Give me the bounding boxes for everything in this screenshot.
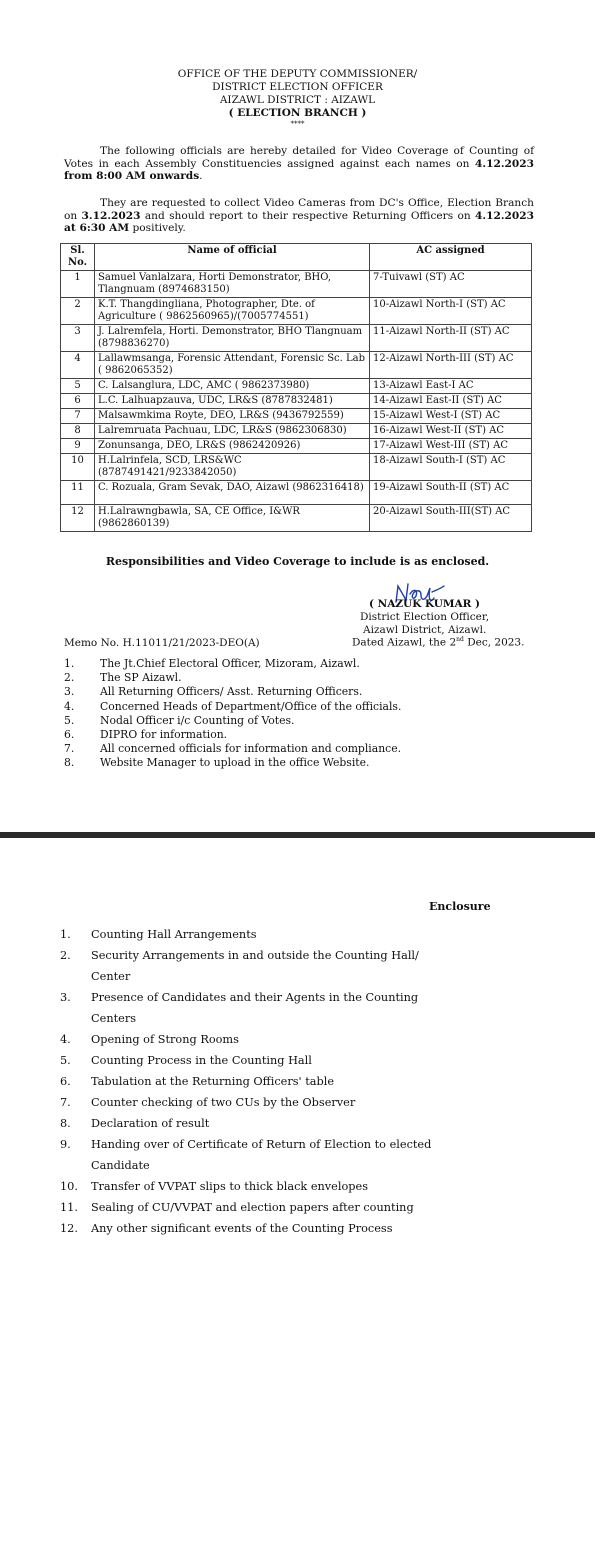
list-item: 6. Tabulation at the Returning Officers' table (60, 1075, 335, 1088)
row-name: J. Lalremfela, Horti. Demonstrator, BHO Tlangnuam (8798836270) (95, 325, 370, 352)
column-header-ac: AC assigned (370, 244, 532, 271)
table-row (61, 379, 532, 394)
row-name: Samuel Vanlalzara, Horti Demonstrator, BHO, Tlangnuam (8974683150) (95, 271, 370, 298)
row-sl: 5 (61, 379, 95, 394)
row-name: Lallawmsanga, Forensic Attendant, Forensic Sc. Lab ( 9862065352) (95, 352, 370, 379)
column-header-name: Name of official (95, 244, 370, 271)
table-row (61, 481, 532, 505)
row-name: K.T. Thangdingliana, Photographer, Dte. of Agriculture ( 9862560965)/(7005774551) (95, 298, 370, 325)
row-sl: 3 (61, 325, 95, 352)
row-ac: 7-Tuivawl (ST) AC (370, 271, 532, 298)
row-ac: 10-Aizawl North-I (ST) AC (370, 298, 532, 325)
list-item: 7. All concerned officials for information and compliance. (64, 742, 402, 756)
header-branch: ( ELECTION BRANCH ) (228, 107, 367, 119)
table-row (61, 325, 532, 352)
intro-text: They are requested to collect Video Cameras from DC's Office, Election Branch on (64, 197, 534, 222)
intro-paragraph-2 (64, 197, 534, 235)
row-ac: 14-Aizawl East-II (ST) AC (370, 394, 532, 409)
header-line: AIZAWL DISTRICT : AIZAWL (219, 94, 376, 106)
row-ac: 18-Aizawl South-I (ST) AC (370, 454, 532, 481)
intro-text: The following officials are hereby detailed for Video Coverage of Counting of Votes in each Assembly Constituencies assigned against each names on (64, 145, 534, 170)
list-item: 3. Presence of Candidates and their Agents in the Counting Centers (60, 991, 419, 1025)
row-ac: 15-Aizawl West-I (ST) AC (370, 409, 532, 424)
row-sl: 7 (61, 409, 95, 424)
list-item: 5. Nodal Officer i/c Counting of Votes. (64, 713, 295, 727)
table-row (61, 409, 532, 424)
row-sl: 1 (61, 271, 95, 298)
intro-date: 3.12.2023 (81, 209, 141, 222)
enclosure-title: Enclosure (429, 900, 491, 913)
row-sl: 6 (61, 394, 95, 409)
list-item: 12. Any other significant events of the Counting Process (60, 1222, 393, 1235)
signatory-designation: District Election Officer, (360, 611, 490, 623)
row-sl: 9 (61, 439, 95, 454)
column-header-sl: Sl. No. (61, 244, 95, 271)
enclosure-list (60, 924, 441, 1239)
intro-date: 4.12.2023 from 8:00 AM onwards (64, 157, 534, 182)
list-item: 2. Security Arrangements in and outside the Counting Hall/ Center (60, 949, 419, 983)
row-sl: 11 (61, 481, 95, 505)
list-item: 5. Counting Process in the Counting Hall (60, 1054, 312, 1067)
row-ac: 11-Aizawl North-II (ST) AC (370, 325, 532, 352)
table-row (61, 424, 532, 439)
row-ac: 13-Aizawl East-I AC (370, 379, 532, 394)
row-name: Lalremruata Pachuau, LDC, LR&S (9862306830) (95, 424, 370, 439)
header-line: OFFICE OF THE DEPUTY COMMISSIONER/ (177, 68, 418, 80)
table-row (61, 394, 532, 409)
intro-paragraph-1 (64, 145, 534, 183)
row-sl: 8 (61, 424, 95, 439)
table-row (61, 505, 532, 532)
table-row (61, 439, 532, 454)
list-item: 8. Website Manager to upload in the office Website. (64, 756, 370, 770)
list-item: 4. Opening of Strong Rooms (60, 1033, 239, 1046)
row-name: L.C. Lalhuapzauva, UDC, LR&S (8787832481) (95, 394, 370, 409)
list-item: 4. Concerned Heads of Department/Office of the officials. (64, 699, 402, 713)
intro-date: 4.12.2023 at 6:30 AM (64, 209, 534, 234)
row-name: Malsawmkima Royte, DEO, LR&S (9436792559) (95, 409, 370, 424)
list-item: 2. The SP Aizawl. (64, 671, 182, 685)
intro-text: positively. (129, 222, 186, 234)
officials-table (60, 243, 532, 532)
row-ac: 20-Aizawl South-III(ST) AC (370, 505, 532, 532)
row-sl: 4 (61, 352, 95, 379)
list-item: 1. Counting Hall Arrangements (60, 928, 257, 941)
row-sl: 10 (61, 454, 95, 481)
list-item: 3. All Returning Officers/ Asst. Returning Officers. (64, 685, 363, 699)
row-ac: 12-Aizawl North-III (ST) AC (370, 352, 532, 379)
list-item: 8. Declaration of result (60, 1117, 210, 1130)
enclosure-page (0, 838, 595, 1548)
table-row (61, 352, 532, 379)
row-name: H.Lalrawngbawla, SA, CE Office, I&WR (9862860139) (95, 505, 370, 532)
list-item: 9. Handing over of Certificate of Return of Election to elected Candidate (60, 1138, 432, 1172)
row-name: C. Lalsanglura, LDC, AMC ( 9862373980) (95, 379, 370, 394)
row-name: H.Lalrinfela, SCD, LRS&WC (8787491421/9233842050) (95, 454, 370, 481)
dated-line: Dated Aizawl, the 2nd Dec, 2023. (352, 636, 525, 649)
signatory-name: ( NAZUK KUMAR ) (369, 598, 480, 610)
row-ac: 17-Aizawl West-III (ST) AC (370, 439, 532, 454)
list-item: 10. Transfer of VVPAT slips to thick black envelopes (60, 1180, 368, 1193)
row-ac: 19-Aizawl South-II (ST) AC (370, 481, 532, 505)
table-header-row (61, 244, 532, 271)
intro-text: and should report to their respective Returning Officers on (140, 209, 476, 222)
intro-text: . (199, 170, 203, 182)
row-ac: 16-Aizawl West-II (ST) AC (370, 424, 532, 439)
copy-to-list (64, 657, 401, 771)
row-sl: 2 (61, 298, 95, 325)
list-item: 6. DIPRO for information. (64, 728, 228, 742)
row-name: Zonunsanga, DEO, LR&S (9862420926) (95, 439, 370, 454)
row-name: C. Rozuala, Gram Sevak, DAO, Aizawl (9862316418) (95, 481, 370, 505)
header-line: DISTRICT ELECTION OFFICER (212, 81, 383, 93)
row-sl: 12 (61, 505, 95, 532)
table-row (61, 271, 532, 298)
signatory-district: Aizawl District, Aizawl. (363, 624, 487, 636)
memo-number: Memo No. H.11011/21/2023-DEO(A) (64, 637, 260, 649)
list-item: 7. Counter checking of two CUs by the Observer (60, 1096, 356, 1109)
table-row (61, 298, 532, 325)
table-row (61, 454, 532, 481)
list-item: 11. Sealing of CU/VVPAT and election papers after counting (60, 1201, 414, 1214)
header-stars: **** (290, 120, 305, 128)
office-header (0, 68, 595, 128)
list-item: 1. The Jt.Chief Electoral Officer, Mizoram, Aizawl. (64, 657, 360, 670)
responsibilities-note: Responsibilities and Video Coverage to include is as enclosed. (105, 555, 490, 568)
